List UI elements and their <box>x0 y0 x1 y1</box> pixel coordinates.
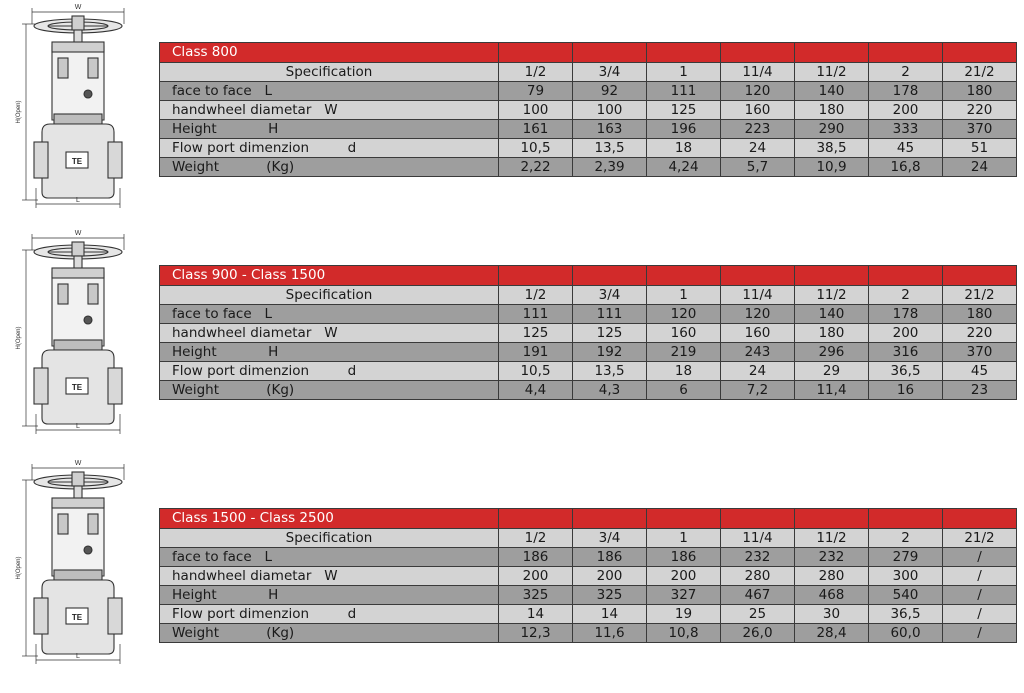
cell: / <box>943 605 1017 624</box>
cell: 36,5 <box>869 362 943 381</box>
cell: 370 <box>943 120 1017 139</box>
row-label: Weight (Kg) <box>160 381 499 400</box>
cell: 192 <box>573 343 647 362</box>
cell: 163 <box>573 120 647 139</box>
cell: 2 <box>869 63 943 82</box>
cell: 3/4 <box>573 63 647 82</box>
cell: 3/4 <box>573 529 647 548</box>
cell: 223 <box>721 120 795 139</box>
cell: 18 <box>647 362 721 381</box>
cell: 19 <box>647 605 721 624</box>
table-row <box>160 343 1017 362</box>
cell: 327 <box>647 586 721 605</box>
cell: 180 <box>943 82 1017 101</box>
cell: 180 <box>795 101 869 120</box>
cell: 4,24 <box>647 158 721 177</box>
cell: 280 <box>721 567 795 586</box>
cell: 100 <box>573 101 647 120</box>
cell: 180 <box>943 305 1017 324</box>
cell: 14 <box>499 605 573 624</box>
table-row <box>160 63 1017 82</box>
cell: 220 <box>943 101 1017 120</box>
cell: 4,4 <box>499 381 573 400</box>
row-label: Height H <box>160 120 499 139</box>
row-label: face to face L <box>160 548 499 567</box>
table-row <box>160 158 1017 177</box>
cell: 325 <box>573 586 647 605</box>
cell: 200 <box>573 567 647 586</box>
cell: 232 <box>721 548 795 567</box>
cell: 111 <box>499 305 573 324</box>
cell: 125 <box>573 324 647 343</box>
cell: 232 <box>795 548 869 567</box>
table-row <box>160 305 1017 324</box>
spec-table-class-1500-2500 <box>159 508 1017 643</box>
cell: 45 <box>943 362 1017 381</box>
cell: 45 <box>869 139 943 158</box>
cell: 2,39 <box>573 158 647 177</box>
valve-figure-2 <box>8 228 148 438</box>
cell: 160 <box>721 101 795 120</box>
cell: / <box>943 624 1017 643</box>
table-row <box>160 286 1017 305</box>
cell: 1/2 <box>499 63 573 82</box>
table-row <box>160 567 1017 586</box>
cell: 25 <box>721 605 795 624</box>
row-label: face to face L <box>160 305 499 324</box>
cell: 10,9 <box>795 158 869 177</box>
cell: 12,3 <box>499 624 573 643</box>
cell: 10,5 <box>499 362 573 381</box>
cell: 186 <box>499 548 573 567</box>
cell: 29 <box>795 362 869 381</box>
gate-valve-drawing <box>8 2 148 212</box>
cell: 200 <box>869 101 943 120</box>
row-label: Specification <box>160 529 499 548</box>
cell: 111 <box>573 305 647 324</box>
cell: 36,5 <box>869 605 943 624</box>
cell: 3/4 <box>573 286 647 305</box>
l-dimension-label: L <box>76 653 80 660</box>
row-label: Flow port dimenzion d <box>160 605 499 624</box>
cell: 467 <box>721 586 795 605</box>
cell: 1 <box>647 529 721 548</box>
cell: 125 <box>647 101 721 120</box>
row-label: Flow port dimenzion d <box>160 362 499 381</box>
valve-figure-1 <box>8 2 148 212</box>
table-row <box>160 120 1017 139</box>
row-label: Height H <box>160 343 499 362</box>
cell: 30 <box>795 605 869 624</box>
cell: 60,0 <box>869 624 943 643</box>
cell: 11/4 <box>721 286 795 305</box>
cell: 120 <box>721 305 795 324</box>
cell: 2 <box>869 286 943 305</box>
table-header-row <box>160 266 1017 286</box>
row-label: Specification <box>160 63 499 82</box>
cell: 1 <box>647 286 721 305</box>
table-row <box>160 381 1017 400</box>
row-label: Weight (Kg) <box>160 158 499 177</box>
cell: 200 <box>869 324 943 343</box>
cell: 280 <box>795 567 869 586</box>
h-dimension-label: H(Open) <box>16 556 22 580</box>
gate-valve-drawing <box>8 458 148 668</box>
cell: 100 <box>499 101 573 120</box>
cell: 540 <box>869 586 943 605</box>
table-row <box>160 605 1017 624</box>
cell: 11/4 <box>721 63 795 82</box>
cell: 24 <box>943 158 1017 177</box>
cell: 11,6 <box>573 624 647 643</box>
cell: 290 <box>795 120 869 139</box>
cell: 16,8 <box>869 158 943 177</box>
cell: 2,22 <box>499 158 573 177</box>
cell: 10,5 <box>499 139 573 158</box>
cell: 1/2 <box>499 286 573 305</box>
w-dimension-label: W <box>74 230 82 237</box>
cell: 21/2 <box>943 286 1017 305</box>
l-dimension-label: L <box>76 423 80 430</box>
cell: 186 <box>573 548 647 567</box>
cell: 21/2 <box>943 529 1017 548</box>
cell: 5,7 <box>721 158 795 177</box>
cell: 160 <box>647 324 721 343</box>
cell: 24 <box>721 362 795 381</box>
spec-table-class-800 <box>159 42 1017 177</box>
cell: 140 <box>795 305 869 324</box>
cell: 24 <box>721 139 795 158</box>
cell: 10,8 <box>647 624 721 643</box>
cell: 200 <box>499 567 573 586</box>
cell: 4,3 <box>573 381 647 400</box>
row-label: face to face L <box>160 82 499 101</box>
cell: 120 <box>721 82 795 101</box>
cell: 325 <box>499 586 573 605</box>
w-dimension-label: W <box>74 460 82 467</box>
cell: 160 <box>721 324 795 343</box>
cell: 26,0 <box>721 624 795 643</box>
cell: 1/2 <box>499 529 573 548</box>
cell: 2 <box>869 529 943 548</box>
cell: 316 <box>869 343 943 362</box>
table-header-row <box>160 509 1017 529</box>
cell: / <box>943 548 1017 567</box>
cell: 219 <box>647 343 721 362</box>
table-title: Class 1500 - Class 2500 <box>160 509 499 529</box>
table-row <box>160 548 1017 567</box>
table-title: Class 900 - Class 1500 <box>160 266 499 286</box>
cell: / <box>943 567 1017 586</box>
cell: 23 <box>943 381 1017 400</box>
table-row <box>160 82 1017 101</box>
cell: 279 <box>869 548 943 567</box>
table-row <box>160 529 1017 548</box>
cell: 300 <box>869 567 943 586</box>
cell: 13,5 <box>573 139 647 158</box>
cell: 333 <box>869 120 943 139</box>
cell: 11/4 <box>721 529 795 548</box>
row-label: handwheel diametar W <box>160 324 499 343</box>
cell: 161 <box>499 120 573 139</box>
cell: 178 <box>869 82 943 101</box>
table-title: Class 800 <box>160 43 499 63</box>
cell: 18 <box>647 139 721 158</box>
row-label: Flow port dimenzion d <box>160 139 499 158</box>
cell: 178 <box>869 305 943 324</box>
w-dimension-label: W <box>74 4 82 11</box>
cell: 11/2 <box>795 286 869 305</box>
table-row <box>160 324 1017 343</box>
row-label: Specification <box>160 286 499 305</box>
row-label: handwheel diametar W <box>160 101 499 120</box>
row-label: Weight (Kg) <box>160 624 499 643</box>
cell: 370 <box>943 343 1017 362</box>
spec-table-class-900-1500 <box>159 265 1017 400</box>
cell: 196 <box>647 120 721 139</box>
table-row <box>160 624 1017 643</box>
valve-figure-3 <box>8 458 148 668</box>
h-dimension-label: H(Open) <box>16 326 22 350</box>
cell: 180 <box>795 324 869 343</box>
cell: 296 <box>795 343 869 362</box>
table-row <box>160 586 1017 605</box>
cell: 51 <box>943 139 1017 158</box>
table-header-row <box>160 43 1017 63</box>
l-dimension-label: L <box>76 197 80 204</box>
cell: 11,4 <box>795 381 869 400</box>
cell: 200 <box>647 567 721 586</box>
cell: 7,2 <box>721 381 795 400</box>
cell: 6 <box>647 381 721 400</box>
cell: 191 <box>499 343 573 362</box>
cell: 92 <box>573 82 647 101</box>
cell: 79 <box>499 82 573 101</box>
cell: 13,5 <box>573 362 647 381</box>
cell: 21/2 <box>943 63 1017 82</box>
logo-mark: TE <box>71 613 83 622</box>
cell: 468 <box>795 586 869 605</box>
cell: 14 <box>573 605 647 624</box>
cell: 11/2 <box>795 63 869 82</box>
cell: 120 <box>647 305 721 324</box>
gate-valve-drawing <box>8 228 148 438</box>
logo-mark: TE <box>71 157 83 166</box>
table-row <box>160 139 1017 158</box>
cell: 125 <box>499 324 573 343</box>
cell: 1 <box>647 63 721 82</box>
logo-mark: TE <box>71 383 83 392</box>
table-row <box>160 101 1017 120</box>
cell: 11/2 <box>795 529 869 548</box>
row-label: handwheel diametar W <box>160 567 499 586</box>
table-row <box>160 362 1017 381</box>
cell: / <box>943 586 1017 605</box>
row-label: Height H <box>160 586 499 605</box>
cell: 16 <box>869 381 943 400</box>
cell: 111 <box>647 82 721 101</box>
cell: 220 <box>943 324 1017 343</box>
cell: 38,5 <box>795 139 869 158</box>
cell: 243 <box>721 343 795 362</box>
cell: 140 <box>795 82 869 101</box>
h-dimension-label: H(Open) <box>16 100 22 124</box>
cell: 186 <box>647 548 721 567</box>
cell: 28,4 <box>795 624 869 643</box>
